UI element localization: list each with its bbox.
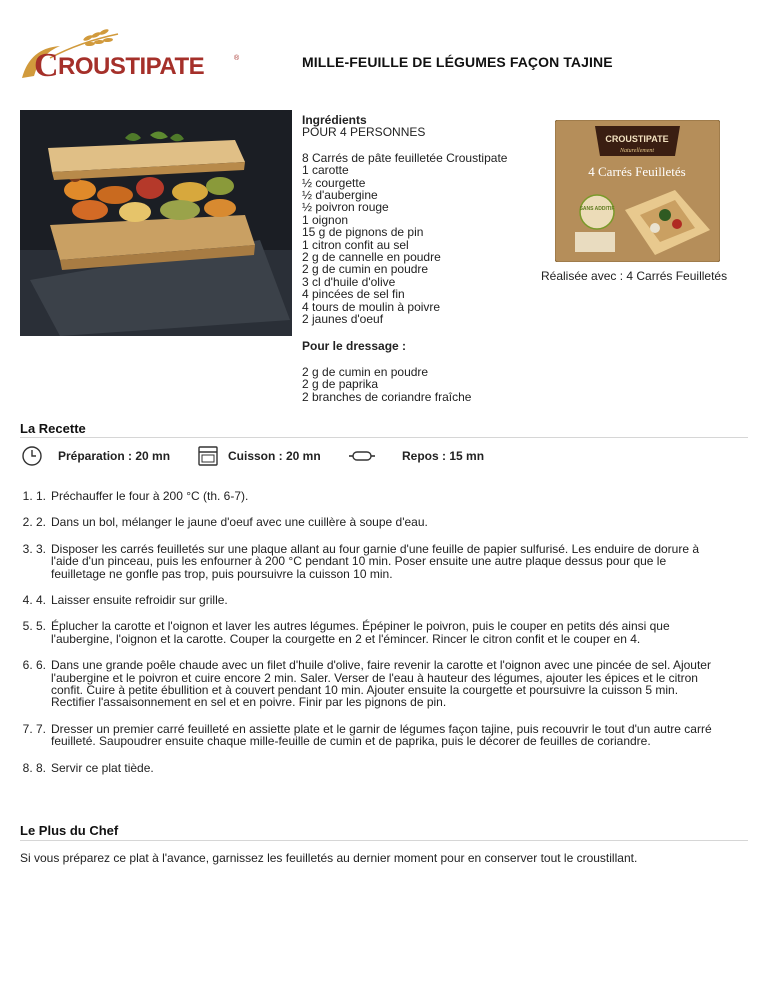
ingredients-title: Ingrédients	[302, 113, 367, 127]
recipe-step: 2. 2. Dans un bol, mélanger le jaune d'oeuf avec une cuillère à soupe d'eau.	[36, 516, 716, 528]
cook-time-label: Cuisson : 20 mn	[228, 449, 321, 463]
prep-time	[20, 445, 171, 467]
pack-badge: SANS ADDITIF	[579, 206, 615, 212]
recipe-step: 3. 3. Disposer les carrés feuilletés sur une plaque allant au four garnie d'une feuille de papier sulfurisé. Les enduire de dorure à l'aide d'un pinceau, puis les enfourner à 200 °C pendant 10 min. Poser ensuite une autre plaque dessus pour que le feuilletage ne gonfle pas trop, puis poursuivre la cuisson 10 min.	[36, 543, 716, 580]
rolling-pin-icon	[348, 445, 376, 467]
servings: POUR 4 PERSONNES	[302, 125, 426, 140]
product-caption: Réalisée avec : 4 Carrés Feuilletés	[541, 269, 728, 283]
ingredient-item: ½ d'aubergine	[302, 188, 378, 203]
recipe-step: 4. 4. Laisser ensuite refroidir sur grille.	[36, 594, 716, 606]
svg-text:C: C	[34, 47, 59, 83]
ingredient-item: 1 oignon	[302, 212, 349, 227]
ingredients-list	[302, 152, 542, 326]
ingredient-item: 2 g de cumin en poudre	[302, 262, 429, 277]
dish-photo	[20, 110, 292, 336]
rest-time	[348, 445, 485, 467]
pack-name: 4 Carrés Feuilletés	[588, 164, 686, 179]
chef-tip-title: Le Plus du Chef	[20, 823, 119, 838]
pack-sub: Naturellement	[619, 148, 655, 154]
ingredients-section	[302, 114, 542, 403]
ingredient-item: 4 tours de moulin à poivre	[302, 299, 441, 314]
dressage-item: 2 g de cumin en poudre	[302, 364, 429, 379]
product-pack-image	[555, 120, 720, 262]
ingredient-item: 2 jaunes d'oeuf	[302, 312, 384, 327]
recipe-step: 6. 6. Dans une grande poêle chaude avec un filet d'huile d'olive, faire revenir la carotte et l'oignon avec une pincée de sel. Ajouter l'aubergine et le poivron et cuire encore 2 min. Saler. Verser de l'eau à hauteur des légumes, ajouter les épices et le citron confit. Cuire à petite ébullition et à couvert pendant 10 min. Ajouter ensuite la courgette et poursuivre la cuisson 5 min. Rectifier l'assaisonnement en sel et en poivre. Finir par les pignons de pin.	[36, 659, 716, 709]
dressage-title: Pour le dressage :	[302, 338, 407, 353]
rest-time-label: Repos : 15 mn	[402, 449, 485, 463]
ingredient-item: 1 citron confit au sel	[302, 237, 409, 252]
pack-brand: CROUSTIPATE	[605, 134, 669, 144]
cook-time	[196, 445, 321, 467]
ingredient-item: 8 Carrés de pâte feuilletée Croustipate	[302, 150, 508, 165]
recipe-steps	[36, 490, 716, 788]
ingredient-item: 4 pincées de sel fin	[302, 287, 405, 302]
dressage-item: 2 g de paprika	[302, 377, 379, 392]
oven-icon	[196, 445, 220, 467]
svg-text:®: ®	[234, 55, 240, 62]
recipe-step: 8. 8. Servir ce plat tiède.	[36, 762, 716, 774]
clock-icon	[20, 445, 44, 467]
ingredient-item: 2 g de cannelle en poudre	[302, 250, 441, 265]
recipe-step: 5. 5. Éplucher la carotte et l'oignon et laver les autres légumes. Épépiner le poivron, puis le couper en petits dés ainsi que l'aubergine, l'oignon et la carotte. Couper la courgette en 2 et l'émincer. Rincer le citron confit et le couper en 4.	[36, 620, 716, 645]
ingredient-item: 1 carotte	[302, 163, 349, 178]
ingredient-item: ½ poivron rouge	[302, 200, 389, 215]
prep-time-label: Préparation : 20 mn	[58, 449, 171, 463]
recipe-step: 1. 1. Préchauffer le four à 200 °C (th. 6-7).	[36, 490, 716, 502]
ingredient-item: 3 cl d'huile d'olive	[302, 274, 396, 289]
dressage-item: 2 branches de coriandre fraîche	[302, 389, 472, 404]
recipe-title: La Recette	[20, 421, 86, 436]
section-divider	[20, 840, 748, 841]
ingredient-item: ½ courgette	[302, 175, 366, 190]
chef-tip-text: Si vous préparez ce plat à l'avance, garnissez les feuilletés au dernier moment pour en conserver tout le croustillant.	[20, 851, 638, 865]
page-title: MILLE-FEUILLE DE LÉGUMES FAÇON TAJINE	[302, 54, 613, 70]
ingredient-item: 15 g de pignons de pin	[302, 225, 424, 240]
recipe-step: 7. 7. Dresser un premier carré feuilleté en assiette plate et le garnir de légumes façon tajine, puis recouvrir le tout d'un autre carré feuilleté. Saupoudrer ensuite chaque mille-feuille de cumin et de paprika, puis le décorer de feuilles de coriandre.	[36, 723, 716, 748]
section-divider	[20, 437, 748, 438]
svg-text:ROUSTIPATE: ROUSTIPATE	[58, 53, 205, 80]
dressage-list	[302, 366, 542, 403]
brand-logo	[20, 28, 245, 83]
